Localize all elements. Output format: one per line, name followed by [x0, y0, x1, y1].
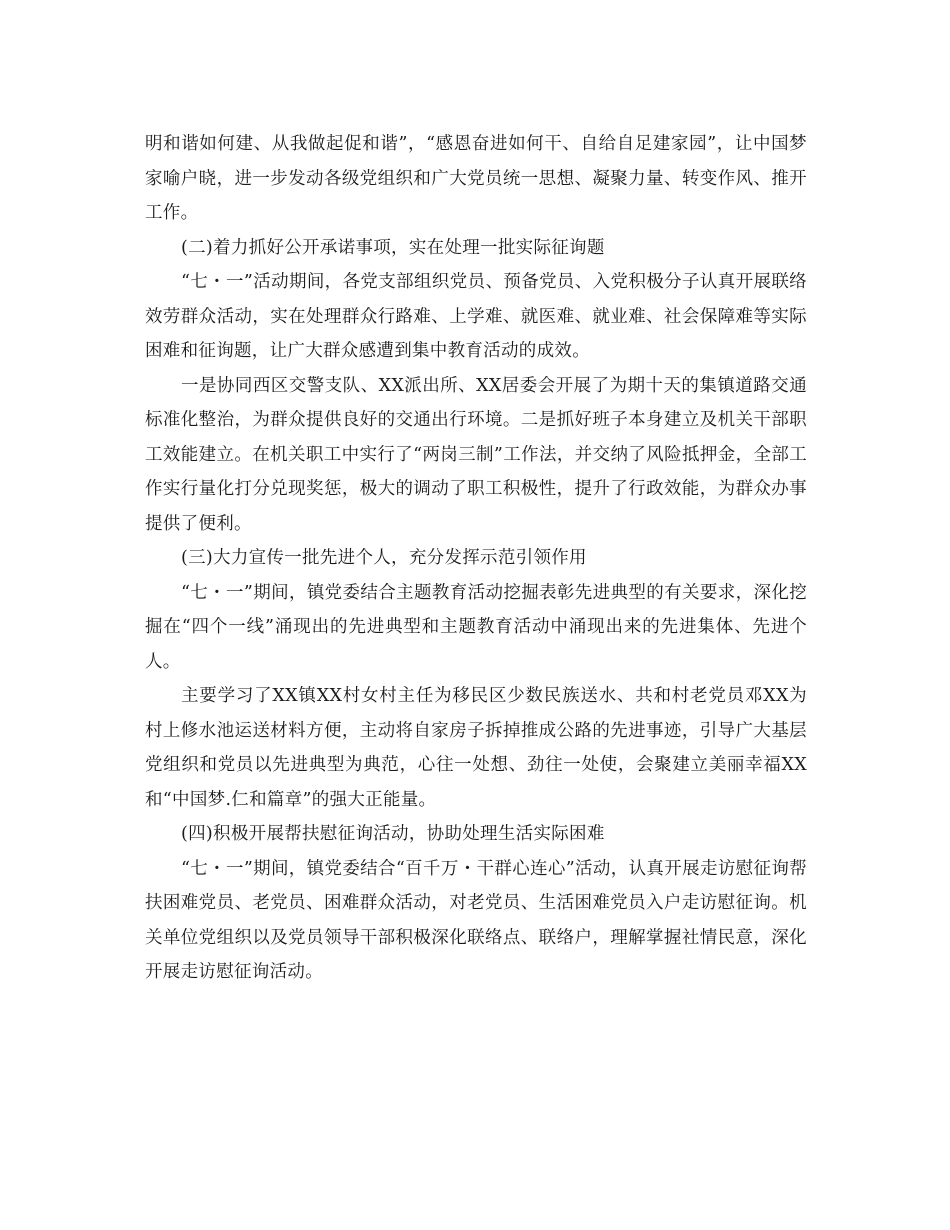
paragraph-body: “七・一”期间，镇党委结合“百千万・干群心连心”活动，认真开展走访慰征询帮扶困难党员、老党员、困难群众活动，对老党员、生活困难党员入户走访慰征询。机关单位党组织以及党员领导干部积极深化联络点、联络户，理解掌握社情民意，深化开展走访慰征询活动。	[145, 858, 807, 982]
paragraph-body: “七・一”期间，镇党委结合主题教育活动挖掘表彰先进典型的有关要求，深化挖掘在“四个一线”涌现出的先进典型和主题教育活动中涌现出来的先进集体、先进个人。	[145, 582, 807, 672]
document-page	[145, 127, 807, 990]
section-heading-2: (二)着力抓好公开承诺事项，实在处理一批实际征询题	[181, 237, 605, 258]
section-heading-4: (四)积极开展帮扶慰征询活动，协助处理生活实际困难	[181, 824, 605, 844]
paragraph-continuation: 明和谐如何建、从我做起促和谐”，“感恩奋进如何干、自给自足建家园”，让中国梦家喻户晓，进一步发动各级党组织和广大党员统一思想、凝聚力量、转变作风、推开工作。	[145, 134, 807, 223]
paragraph-body: 主要学习了XX镇XX村女村主任为移民区少数民族送水、共和村老党员邓XX为村上修水池运送材料方便，主动将自家房子拆掉推成公路的先进事迹，引导广大基层党组织和党员以先进典型为典范，心往一处想、劲往一处使，会聚建立美丽幸福XX和“中国梦.仁和篇章”的强大正能量。	[145, 686, 807, 810]
paragraph-body: “七・一”活动期间，各党支部组织党员、预备党员、入党积极分子认真开展联络效劳群众活动，实在处理群众行路难、上学难、就医难、就业难、社会保障难等实际困难和征询题，让广大群众感遭到集中教育活动的成效。	[145, 272, 807, 361]
section-heading-3: (三)大力宣传一批先进个人，充分发挥示范引领作用	[181, 548, 587, 568]
paragraph-body: 一是协同西区交警支队、XX派出所、XX居委会开展了为期十天的集镇道路交通标准化整治，为群众提供良好的交通出行环境。二是抓好班子本身建立及机关干部职工效能建立。在机关职工中实行了“两岗三制”工作法，并交纳了风险抵押金，全部工作实行量化打分兑现奖惩，极大的调动了职工积极性，提升了行政效能，为群众办事提供了便利。	[145, 375, 807, 534]
